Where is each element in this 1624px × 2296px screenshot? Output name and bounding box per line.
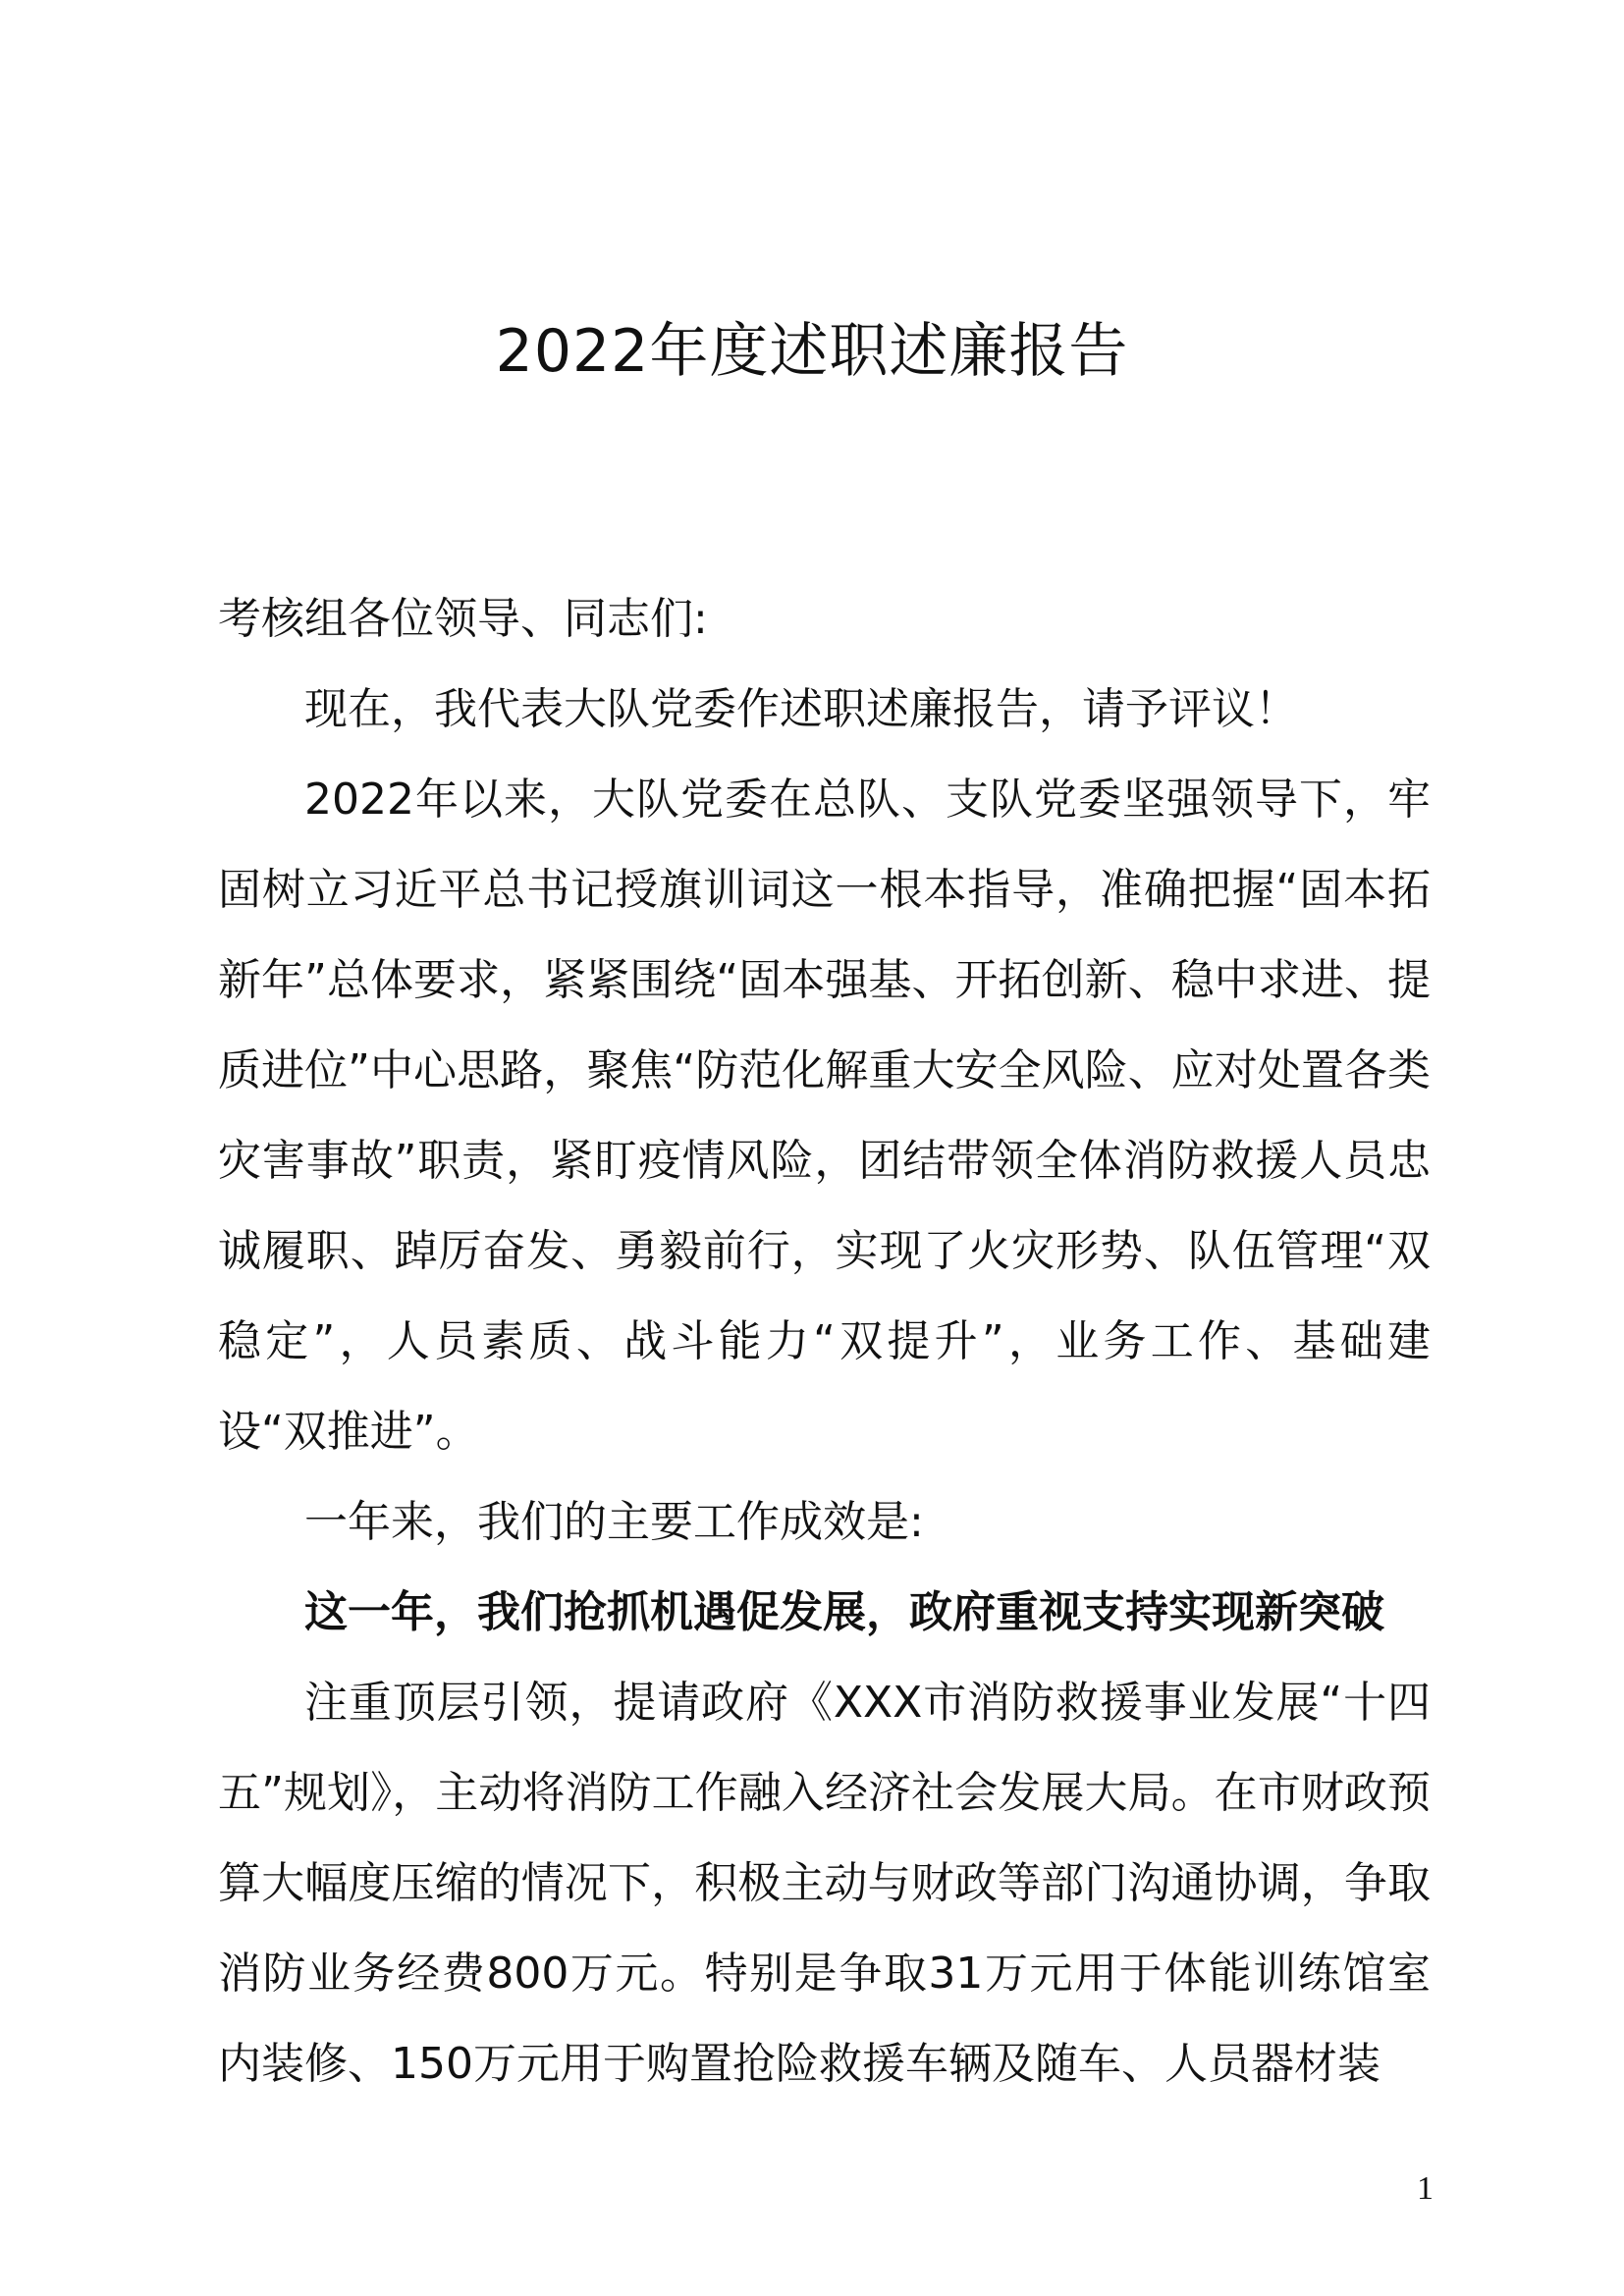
document-title: 2022年度述职述廉报告 (495, 317, 1129, 386)
salutation: 考核组各位领导、同志们: (218, 594, 708, 644)
paragraph-summary: 2022年以来，大队党委在总队、支队党委坚强领导下，牢固树立习近平总书记授旗训词这一根本指导，准确把握“固本拓新年”总体要求，紧紧围绕“固本强基、开拓创新、稳中求进、提质进位”中心思路，聚焦“防范化解重大安全风险、应对处置各类灾害事故”职责，紧盯疫情风险，团结带领全体消防救援人员忠诚履职、踔厉奋发、勇毅前行，实现了火灾形势、队伍管理“双稳定”，人员素质、战斗能力“双提升”，业务工作、基础建设“双推进”。 (218, 774, 1431, 1457)
paragraph-section-body: 注重顶层引领，提请政府《XXX市消防救援事业发展“十四五”规划》，主动将消防工作融入经济社会发展大局。在市财政预算大幅度压缩的情况下，积极主动与财政等部门沟通协调，争取消防业务经费800万元。特别是争取31万元用于体能训练馆室内装修、150万元用于购置抢险救援车辆及随车、人员器材装 (218, 1678, 1431, 2089)
page-number: 1 (1417, 2170, 1434, 2207)
section-heading: 这一年，我们抢抓机遇促发展，政府重视支持实现新突破 (304, 1587, 1384, 1637)
document-body (218, 574, 1431, 2109)
paragraph-opening: 现在，我代表大队党委作述职述廉报告，请予评议！ (304, 684, 1298, 734)
paragraph-results-intro: 一年来，我们的主要工作成效是: (304, 1497, 924, 1547)
